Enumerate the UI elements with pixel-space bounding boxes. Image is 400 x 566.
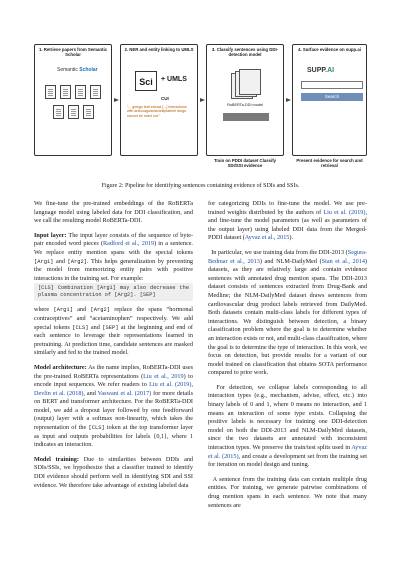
pairwise-paragraph: A sentence from the training data can contain multiple drug entities. For training, we generate pairwise combinations of drug mention spans in each sentence. We note that many sentences are xyxy=(208,475,368,509)
citation-link[interactable]: Radford et al., 2019 xyxy=(103,240,155,248)
citation-link[interactable]: Liu et al. (2019) xyxy=(149,381,192,389)
citation-link[interactable]: Liu et al., 2019 xyxy=(143,372,184,380)
right-column xyxy=(208,200,367,510)
paper-icon xyxy=(68,105,79,119)
datasets-paragraph: In particular, we use training data from the DDI-2013 (Segura-Bedmar et al., 2013) and NLM-DailyMed (Stan et al., 2014) datasets, as they are relatively large and contain evidence sentences with annotated drug mention spans. The DDI-2013 dataset consists of sentences extracted from Drug-Bank and Medline; the NLM-DailyMed dataset draws sentences from cardiovascular drug product labels retrieved from DailyMed. Both datasets contain multi-class labels for different types of interactions. We distinguish between detection, a binary classification problem where the goal is to determine whether an interaction exists or not, and multi-class classification, where the goal is to determine the type of interaction. In this work, we focus on detection, but provide results for a variant of our model trained on classification that obtains SOTA performance compared to prior work. xyxy=(208,248,367,377)
input-layer-continued: where [Arg1] and [Arg2] replace the spans “hormonal contraceptives” and “acetaminophen” respectively. We add special tokens [CLS] and [SEP] at the beginning and end of each sentence to leverage their representations learned in pretraining. At prediction time, candidate sentences are masked similarly and fed to the trained model. xyxy=(34,306,193,357)
arrow-right-icon xyxy=(286,98,291,102)
figure-panel-ner xyxy=(120,44,198,156)
semantic-scholar-logo: Semantic Scholar xyxy=(57,67,98,73)
section-heading: Input layer: xyxy=(34,231,67,239)
pipeline-figure xyxy=(34,44,367,189)
model-icon xyxy=(231,69,261,99)
special-token: [Arg1] xyxy=(34,258,54,265)
special-token: [Arg2] xyxy=(67,258,87,265)
special-token: [Arg2] xyxy=(90,307,110,314)
figure-caption: Figure 2: Pipeline for identifying sentences containing evidence of SDIs and SSIs. xyxy=(101,183,300,189)
paper-icon xyxy=(75,85,86,99)
detection-paragraph: For detection, we collapse labels corresponding to all interaction types (e.g., mechanism, advise, effect, etc.) into binary labels of 0 and 1, where 0 means no interaction, and 1 means an interaction of some type exists. Collapsing the positive labels is necessary for training one DDI-detection model on both the DDI-2013 and NLM-DailyMed datasets, since the two datasets are annotated with inconsistent interaction types. We preserve the train/test splits used in Ayvaz et al. (2015), and create a development set from the training set for iteration on model design and tuning. xyxy=(208,383,368,469)
search-input[interactable] xyxy=(301,81,363,89)
arrow-right-icon xyxy=(200,98,205,102)
special-token: [SEP] xyxy=(102,324,119,331)
citation-link[interactable]: Vaswani et al. (2017) xyxy=(97,389,152,397)
panel-caption-surface: Present evidence for search and retrieval xyxy=(296,158,363,169)
section-heading: Model training: xyxy=(34,455,79,463)
citation-link[interactable]: Ayvaz et al., 2015 xyxy=(244,234,290,242)
citation-link[interactable]: Segura-Bedmar et al., 2013 xyxy=(208,248,367,265)
panel-title: 3. Classify sentences using DDI-detection model xyxy=(211,47,279,57)
paper-icon xyxy=(60,85,71,99)
panel-title: 1. Retrieve papers from Semantic Scholar xyxy=(38,47,108,57)
model-architecture-paragraph: Model architecture: As the name implies, RoBERTa-DDI uses the pre-trained RoBERTa representations (Liu et al., 2019) to encode input sequences. We refer readers to Liu et al. (2019), Devlin et al. (2018), and Vaswani et al. (2017) for more details on BERT and transformer architecture. For the RoBERTa-DDI model, we add a dropout layer followed by one feedforward (output) layer with a softmax non-linearity, which takes the representation of the [CLS] token at the top transformer layer as input and outputs probabilities for labels {0,1}, where 1 indicates an interaction. xyxy=(34,363,194,449)
training-data-paragraph: for categorizing DDIs to fine-tune the model. We use pre-trained weights distributed by the authors of Liu et al. (2019), and fine-tune the model parameters (as well as parameters of the output layer) using labeled DDI data from the Merged-PDDI dataset (Ayvaz et al., 2015). xyxy=(208,200,367,242)
example-sentence: [CLS] Combination [Arg1] may also decrease the plasma concentration of [Arg2]. [SEP] xyxy=(34,283,193,301)
citation-link[interactable]: Ayvaz et al. (2015) xyxy=(208,444,367,460)
arrow-right-icon xyxy=(114,98,119,102)
special-token: [CLS] xyxy=(72,324,89,331)
figure-panel-surface xyxy=(292,44,367,156)
special-token: [Arg1] xyxy=(53,307,73,314)
paper-icon xyxy=(90,85,101,99)
figure-panel-retrieve xyxy=(34,44,112,156)
paper-icon xyxy=(83,105,94,119)
umls-label: + UMLS xyxy=(161,76,187,83)
paper-icon xyxy=(45,85,56,99)
left-column xyxy=(34,200,193,490)
citation-link[interactable]: Liu et al. (2019) xyxy=(323,208,366,216)
model-label: RoBERTa-DDI model xyxy=(227,103,263,107)
search-button[interactable]: Search xyxy=(301,93,363,101)
scispacy-logo: Sci xyxy=(135,71,157,91)
model-training-paragraph: Model training: Due to similarities between DDIs and SDIs/SSIs, we hypothesize that a classifier trained to identify DDI evidence should perform well in identifying SDI and SSI evidence. We therefore take advantage of existing labeled data xyxy=(34,455,194,489)
intro-paragraph: We fine-tune the pre-trained embeddings of the RoBERTa language model using labeled data for DDI classification, and we call the resulting model RoBERTa-DDI. xyxy=(34,200,193,225)
citation-link[interactable]: Stan et al., 2014 xyxy=(321,257,365,265)
section-heading: Model architecture: xyxy=(34,363,87,371)
model-output-bar xyxy=(223,113,269,121)
figure-panel-classify xyxy=(206,44,284,156)
special-token: [CLS] xyxy=(88,425,105,432)
paper-icon xyxy=(53,105,64,119)
suppai-logo: SUPP.AI xyxy=(307,67,335,74)
panel-title: 4. Surface evidence on supp.ai xyxy=(298,47,361,52)
cui-label: CUI xyxy=(161,96,169,101)
input-layer-paragraph: Input layer: The input layer consists of the sequence of byte-pair encoded word pieces (Radford et al., 2019) in a sentence. We replace entity mention spans with the special tokens [Arg1] and [Arg2]. This helps generalization by preventing the model from memorizing entity pairs with positive interactions in the training set. For example: xyxy=(34,231,194,282)
citation-link[interactable]: Devlin et al. (2018) xyxy=(34,389,84,397)
panel-title: 2. NER and entity linking to UMLS xyxy=(124,47,194,52)
panel-caption-classify: Train on PDDI dataset Classify SDI/SSI evidence xyxy=(213,158,277,169)
ner-example-text: "... ginkgo leaf extract [...] interactions with anticoagulants/antiplatelet drugs cannot be ruled out." xyxy=(127,105,187,118)
